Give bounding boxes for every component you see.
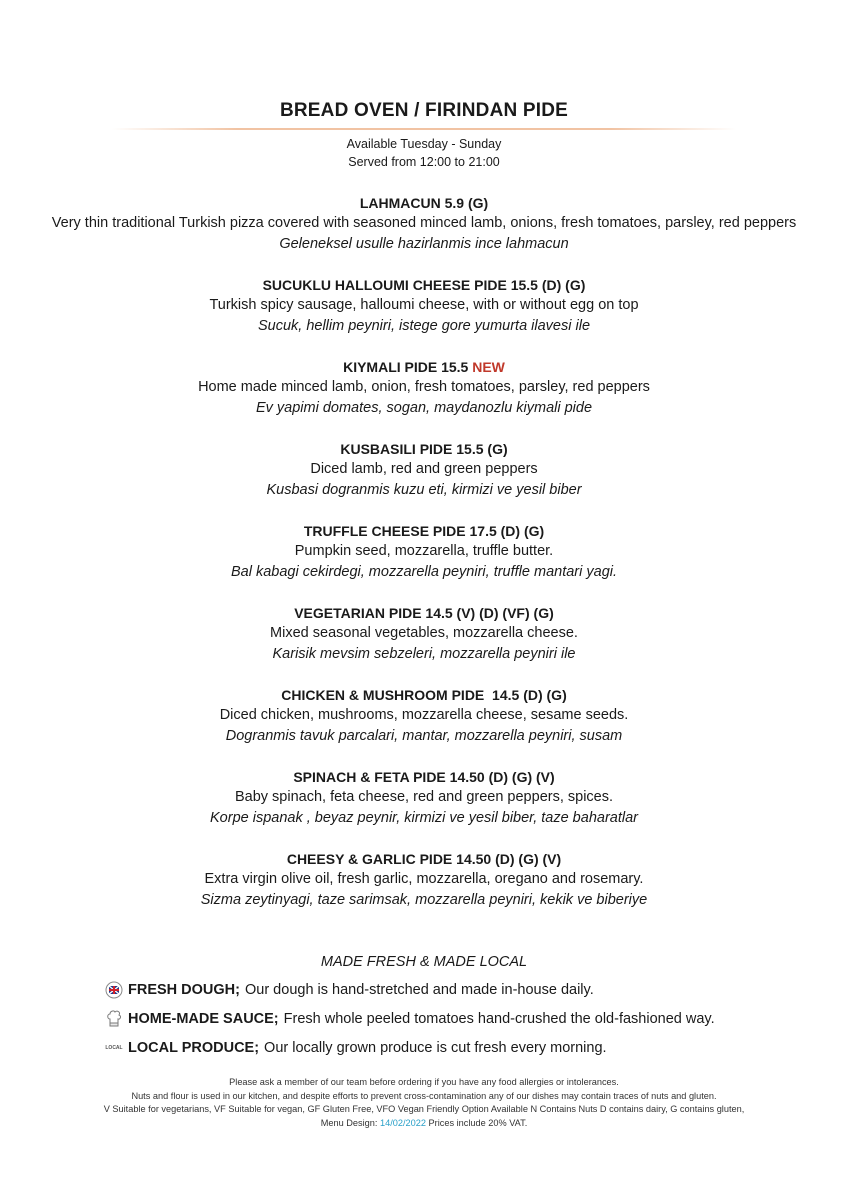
item-description: Very thin traditional Turkish pizza covered with seasoned minced lamb, onions, fresh tomatoes, parsley, red peppers — [51, 215, 797, 231]
menu-item — [0, 275, 848, 337]
title-divider — [112, 128, 736, 130]
vat-note: Prices include 20% VAT. — [428, 1117, 528, 1128]
feature-text: Our dough is hand-stretched and made in-house daily. — [244, 982, 594, 998]
item-name: LAHMACUN 5.9 (G) — [359, 195, 489, 211]
feature-label: FRESH DOUGH; — [128, 982, 240, 998]
menu-item — [0, 767, 848, 829]
item-name: KIYMALI PIDE 15.5 — [343, 359, 469, 375]
item-turkish-description: Geleneksel usulle hazirlanmis ince lahmacun — [279, 236, 569, 252]
item-turkish-description: Sizma zeytinyagi, taze sarimsak, mozzarella peyniri, kekik ve biberiye — [200, 892, 648, 908]
item-turkish-description: Bal kabagi cekirdegi, mozzarella peyniri, truffle mantari yagi. — [230, 564, 618, 580]
item-description: Diced chicken, mushrooms, mozzarella cheese, sesame seeds. — [219, 707, 629, 723]
item-turkish-description: Ev yapimi domates, sogan, maydanozlu kiymali pide — [255, 400, 593, 416]
menu-item — [0, 357, 848, 419]
item-description: Turkish spicy sausage, halloumi cheese, with or without egg on top — [209, 297, 639, 313]
new-badge: NEW — [472, 359, 505, 375]
item-description: Extra virgin olive oil, fresh garlic, mozzarella, oregano and rosemary. — [204, 871, 644, 887]
availability-days: Available Tuesday - Sunday — [346, 137, 502, 151]
item-description: Diced lamb, red and green peppers — [310, 461, 538, 477]
item-description: Home made minced lamb, onion, fresh tomatoes, parsley, red peppers — [198, 379, 650, 395]
item-turkish-description: Korpe ispanak , beyaz peynir, kirmizi ve yesil biber, taze baharatlar — [210, 810, 638, 826]
menu-item — [0, 439, 848, 501]
item-name: VEGETARIAN PIDE 14.5 (V) (D) (VF) (G) — [294, 605, 554, 621]
cross-contamination-note: Nuts and flour is used in our kitchen, and despite efforts to prevent cross-contamination any of our dishes may contain traces of nuts and gluten. — [131, 1090, 717, 1101]
item-description: Baby spinach, feta cheese, red and green peppers, spices. — [234, 789, 614, 805]
menu-item — [0, 685, 848, 747]
footer-notes — [0, 1076, 848, 1130]
menu-item — [0, 521, 848, 583]
dietary-key: V Suitable for vegetarians, VF Suitable for vegan, GF Gluten Free, VFO Vegan Friendly Option Available N Contains Nuts D contains dairy, G contains gluten, — [103, 1104, 745, 1114]
made-fresh-heading: MADE FRESH & MADE LOCAL — [320, 954, 528, 970]
menu-design-line — [0, 1117, 848, 1131]
feature-label: LOCAL PRODUCE; — [128, 1040, 260, 1056]
item-name: CHICKEN & MUSHROOM PIDE 14.5 (D) (G) — [281, 687, 567, 703]
menu-item — [0, 193, 848, 255]
item-name: TRUFFLE CHEESE PIDE 17.5 (D) (G) — [303, 523, 545, 539]
chef-hat-icon — [104, 1008, 124, 1030]
item-description: Pumpkin seed, mozzarella, truffle butter. — [294, 543, 554, 559]
item-description: Mixed seasonal vegetables, mozzarella cheese. — [270, 625, 578, 641]
menu-item — [0, 849, 848, 911]
made-in-britain-icon — [104, 979, 124, 1001]
menu-design-label: Menu Design: — [320, 1117, 378, 1128]
menu-design-date: 14/02/2022 — [379, 1117, 426, 1128]
feature-fresh-dough — [104, 979, 594, 1001]
item-turkish-description: Sucuk, hellim peyniri, istege gore yumurta ilavesi ile — [257, 318, 591, 334]
item-name-row — [0, 357, 848, 377]
availability-hours: Served from 12:00 to 21:00 — [348, 155, 500, 169]
feature-local-produce — [104, 1037, 607, 1059]
item-turkish-description: Karisik mevsim sebzeleri, mozzarella peyniri ile — [272, 646, 576, 662]
feature-text: Fresh whole peeled tomatoes hand-crushed the old-fashioned way. — [283, 1011, 715, 1027]
item-turkish-description: Dogranmis tavuk parcalari, mantar, mozzarella peyniri, susam — [225, 728, 623, 744]
feature-home-made-sauce — [104, 1008, 715, 1030]
item-name: KUSBASILI PIDE 15.5 (G) — [340, 441, 508, 457]
menu-item — [0, 603, 848, 665]
local-icon: LOCAL — [105, 1045, 123, 1051]
item-name: CHEESY & GARLIC PIDE 14.50 (D) (G) (V) — [286, 851, 562, 867]
allergy-note: Please ask a member of our team before ordering if you have any food allergies or intolerances. — [229, 1077, 619, 1087]
item-turkish-description: Kusbasi dogranmis kuzu eti, kirmizi ve yesil biber — [266, 482, 582, 498]
page-title: BREAD OVEN / FIRINDAN PIDE — [279, 100, 569, 121]
item-name: SPINACH & FETA PIDE 14.50 (D) (G) (V) — [293, 769, 555, 785]
item-name: SUCUKLU HALLOUMI CHEESE PIDE 15.5 (D) (G) — [262, 277, 586, 293]
feature-text: Our locally grown produce is cut fresh every morning. — [264, 1040, 607, 1056]
feature-label: HOME-MADE SAUCE; — [128, 1011, 279, 1027]
